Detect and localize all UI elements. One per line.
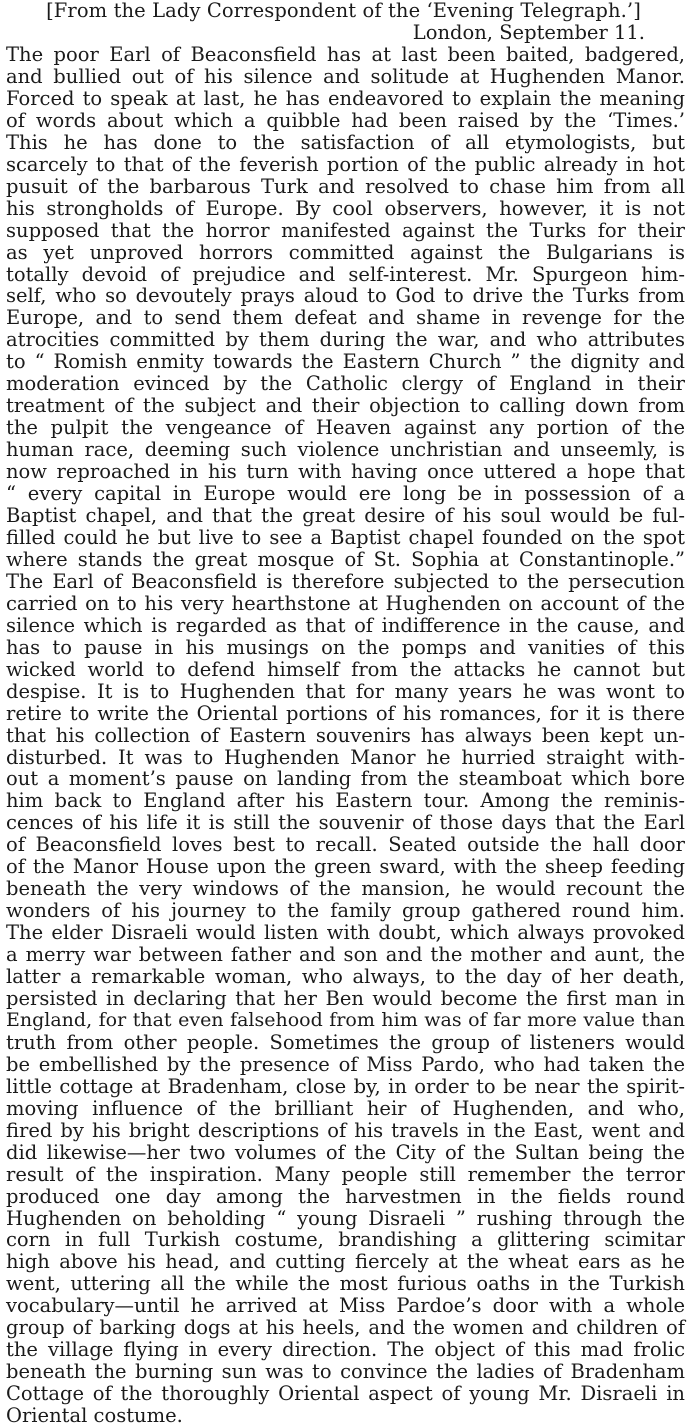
- article-line: The poor Earl of Beaconsfield has at last been baited, badgered,: [6, 43, 685, 66]
- article-line: out a moment’s pause on landing from the steamboat which bore: [6, 767, 685, 791]
- article-line: be embellished by the presence of Miss Pardo, who had taken the: [6, 1052, 685, 1076]
- article-line: the pulpit the vengeance of Heaven against any portion of the: [6, 416, 685, 440]
- article-line: produced one day among the harvestmen in the fields round: [6, 1184, 685, 1208]
- article-line: The elder Disraeli would listen with doubt, which always provoked: [6, 921, 685, 945]
- article-line: England, for that even falsehood from him was of far more value than: [6, 1008, 685, 1031]
- article-line: group of barking dogs at his heels, and the women and children of: [6, 1316, 685, 1340]
- article-line: latter a remarkable woman, who always, to the day of her death,: [6, 965, 685, 989]
- article-line: him back to England after his Eastern tour. Among the reminis-: [6, 789, 685, 813]
- article-line: wonders of his journey to the family group gathered round him.: [6, 899, 685, 923]
- article-line: where stands the great mosque of St. Sophia at Constantinople.”: [6, 547, 685, 571]
- article-line: to “ Romish enmity towards the Eastern Church ” the dignity and: [6, 350, 685, 374]
- article-line: pusuit of the barbarous Turk and resolved to chase him from all: [6, 174, 685, 198]
- article-line: self, who so devoutely prays aloud to God to drive the Turks from: [6, 284, 685, 308]
- article-line: human race, deeming such violence unchristian and unseemly, is: [6, 438, 685, 462]
- article-line: scarcely to that of the feverish portion of the public already in hot: [6, 152, 685, 176]
- article-line: supposed that the horror manifested against the Turks for their: [6, 218, 685, 242]
- article-line: the village flying in every direction. The object of this mad frolic: [6, 1338, 685, 1362]
- article-line: wicked world to defend himself from the attacks he cannot but: [6, 657, 685, 681]
- article-line: Hughenden on beholding “ young Disraeli ” rushing through the: [6, 1206, 685, 1230]
- article-line: Cottage of the thoroughly Oriental aspect of young Mr. Disraeli in: [6, 1382, 685, 1406]
- article-line: has to pause in his musings on the pomps and vanities of this: [6, 635, 685, 659]
- article-line: totally devoid of prejudice and self-interest. Mr. Spurgeon him-: [6, 262, 685, 286]
- article-line: filled could he but live to see a Baptist chapel founded on the spot: [6, 525, 685, 549]
- article-line: his strongholds of Europe. By cool observers, however, it is not: [6, 196, 685, 220]
- article-line: Europe, and to send them defeat and shame in revenge for the: [6, 306, 685, 330]
- article-line: silence which is regarded as that of indifference in the cause, and: [6, 613, 685, 637]
- article-line: of Beaconsfield loves best to recall. Seated outside the hall door: [6, 833, 685, 857]
- article-line: as yet unproved horrors committed against the Bulgarians is: [6, 240, 685, 264]
- article-line: fired by his bright descriptions of his travels in the East, went and: [6, 1118, 685, 1142]
- article-line: result of the inspiration. Many people still remember the terror: [6, 1162, 685, 1186]
- article-line: high above his head, and cutting fiercely at the wheat ears as he: [6, 1250, 685, 1274]
- article-line: a merry war between father and son and the mother and aunt, the: [6, 943, 685, 967]
- article-line: despise. It is to Hughenden that for many years he was wont to: [6, 679, 685, 703]
- article-line: now reproached in his turn with having once uttered a hope that: [6, 460, 685, 484]
- article-line: cences of his life it is still the souvenir of those days that the Earl: [6, 811, 685, 835]
- article-line: and bullied out of his silence and solitude at Hughenden Manor.: [6, 64, 685, 88]
- article-line: vocabulary—until he arrived at Miss Pardoe’s door with a whole: [6, 1294, 685, 1318]
- article-line: The Earl of Beaconsfield is therefore subjected to the persecution: [6, 569, 685, 593]
- article-line: of words about which a quibble had been raised by the ‘Times.’: [6, 108, 685, 132]
- article-line: moving influence of the brilliant heir of Hughenden, and who,: [6, 1096, 685, 1120]
- dateline: London, September 11.: [412, 21, 645, 44]
- article-line: of the Manor House upon the green sward, with the sheep feeding: [6, 855, 685, 879]
- article-line: went, uttering all the while the most furious oaths in the Turkish: [6, 1272, 685, 1296]
- article-line: Oriental costume.: [6, 1404, 183, 1427]
- article-line: corn in full Turkish costume, brandishing a glittering scimitar: [6, 1228, 685, 1252]
- article-line: carried on to his very hearthstone at Hughenden on account of the: [6, 591, 685, 615]
- article-line: “ every capital in Europe would ere long be in possession of a: [6, 482, 685, 506]
- article-line: persisted in declaring that her Ben would become the first man in: [6, 986, 685, 1010]
- article-line: disturbed. It was to Hughenden Manor he hurried straight with-: [6, 745, 685, 769]
- article-line: beneath the burning sun was to convince the ladies of Bradenham: [6, 1360, 685, 1384]
- article-body: [0, 44, 687, 1427]
- article-line: moderation evinced by the Catholic clergy of England in their: [6, 372, 685, 396]
- article-line: Baptist chapel, and that the great desire of his soul would be ful-: [6, 504, 685, 528]
- article-line: Forced to speak at last, he has endeavored to explain the meaning: [6, 86, 685, 110]
- article-line: beneath the very windows of the mansion, he would recount the: [6, 877, 685, 901]
- article-line: that his collection of Eastern souvenirs has always been kept un-: [6, 723, 685, 747]
- article-line: treatment of the subject and their objection to calling down from: [6, 394, 685, 418]
- correspondent-header: [From the Lady Correspondent of the ‘Evening Telegraph.’]: [46, 0, 641, 22]
- article-line: little cottage at Bradenham, close by, in order to be near the spirit-: [6, 1074, 685, 1098]
- article-line: did likewise—her two volumes of the City of the Sultan being the: [6, 1140, 685, 1164]
- article-line: retire to write the Oriental portions of his romances, for it is there: [6, 701, 685, 725]
- article-line: This he has done to the satisfaction of all etymologists, but: [6, 130, 685, 154]
- article-line: atrocities committed by them during the war, and who attributes: [6, 328, 685, 352]
- article-line: truth from other people. Sometimes the group of listeners would: [6, 1030, 685, 1054]
